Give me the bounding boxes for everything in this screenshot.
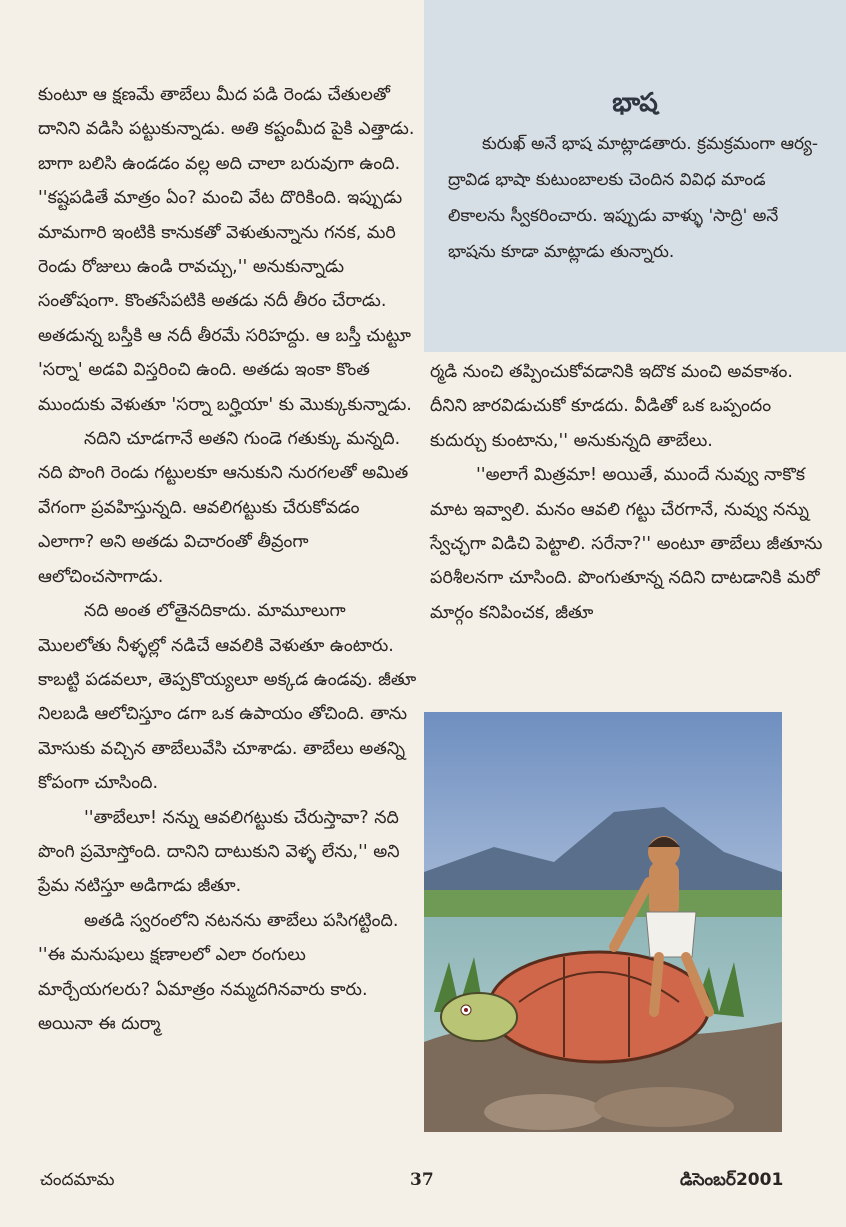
paragraph: ర్మడి నుంచి తప్పించుకోవడానికి ఇదొక మంచి అవకాశం. దీనిని జారవిడుచుకో కూడదు. వీడితో ఒక ఒప్పందం కుదుర్చు కుంటాను,'' అనుకున్నది తాబేలు. [430, 362, 793, 451]
far-riverbank [424, 890, 782, 920]
paragraph: అతడి స్వరంలోని నటనను తాబేలు పసిగట్టింది. ''ఈ మనుషులు క్షణాలలో ఎలా రంగులు మార్చేయగలరు? ఏమాత్రం నమ్మదగినవారు కారు. అయినా ఈ దుర్మా [38, 910, 399, 1034]
sidebar-title: భాష [612, 88, 658, 118]
paragraph: ''అలాగే మిత్రమా! అయితే, ముందే నువ్వు నాకొక మాట ఇవ్వాలి. మనం ఆవలి గట్టు చేరగానే, నువ్వు నన్ను స్వేచ్ఛగా విడిచి పెట్టాలి. సరేనా?'' అంటూ తాబేలు జీతూను పరిశీలనగా చూసింది. పొంగుతూన్న నదిని దాటడానికి మరో మార్గం కనిపించక, జీతూ [430, 465, 823, 623]
paragraph: నది అంత లోతైనదికాదు. మామూలుగా మొలలోతు నీళ్ళల్లో నడిచే ఆవలికి వెళుతూ ఉంటారు. కాబట్టి పడవలూ, తెప్పకొయ్యలూ అక్కడ ఉండవు. జీతూ నిలబడి ఆలోచిస్తూం డగా ఒక ఉపాయం తోచింది. తాను మోసుకు వచ్చిన తాబేలువేసి చూశాడు. తాబేలు అతన్ని కోపంగా చూసింది. [38, 601, 417, 794]
issue-date: డిసెంబర్2001 [680, 1170, 784, 1190]
paragraph: కుంటూ ఆ క్షణమే తాబేలు మీద పడి రెండు చేతులతో దానిని వడిసి పట్టుకున్నాడు. అతి కష్టంమీద పైకి ఎత్తాడు. బాగా బలిసి ఉండడం వల్ల అది చాలా బరువుగా ఉంది. ''కష్టపడితే మాత్రం ఏం? మంచి వేట దొరికింది. ఇప్పుడు మామగారి ఇంటికి కానుకతో వెళుతున్నాను గనక, మరి రెండు రోజులు ఉండి రావచ్చు,'' అనుకున్నాడు సంతోషంగా. కొంతసేపటికి అతడు నదీ తీరం చేరాడు. అతడున్న బస్తీకి ఆ నదీ తీరమే సరిహద్దు. ఆ బస్తీ చుట్టూ 'సర్నా' అడవి విస్తరించి ఉంది. అతడు ఇంకా కొంత ముందుకు వెళుతూ 'సర్నా బర్హియా' కు మొక్కుకున్నాడు. [38, 85, 415, 415]
sidebar-body: కురుఖ్ అనే భాష మాట్లాడతారు. క్రమక్రమంగా ఆర్య-ద్రావిడ భాషా కుటుంబాలకు చెందిన వివిధ మాండ లికాలను స్వీకరించారు. ఇప్పుడు వాళ్ళు 'సాద్రి' అనే భాషను కూడా మాట్లాడు తున్నారు. [448, 134, 819, 262]
page-number: 37 [410, 1170, 434, 1190]
info-sidebar [424, 0, 846, 352]
jeetu-torso [649, 862, 679, 917]
jeetu-dhoti [646, 912, 696, 957]
magazine-name: చందమామ [40, 1170, 115, 1190]
paragraph: నదిని చూడగానే అతని గుండె గతుక్కు మన్నది. నది పొంగి రెండు గట్టులకూ ఆనుకుని నురగలతో అమిత వేగంగా ప్రవహిస్తున్నది. ఆవలిగట్టుకు చేరుకోవడం ఎలాగా? అని అతడు విచారంతో తీవ్రంగా ఆలోచించసాగాడు. [38, 429, 409, 587]
left-column [38, 78, 418, 1041]
tortoise-head [441, 993, 517, 1041]
story-illustration [424, 712, 782, 1132]
tortoise-shell [489, 952, 709, 1062]
paragraph: ''తాబేలూ! నన్ను ఆవలిగట్టుకు చేరుస్తావా? నది పొంగి ప్రమోస్తోంది. దానిని దాటుకుని వెళ్ళ లేను,'' అని ప్రేమ నటిస్తూ అడిగాడు జీతూ. [38, 807, 400, 897]
right-column [430, 355, 830, 630]
